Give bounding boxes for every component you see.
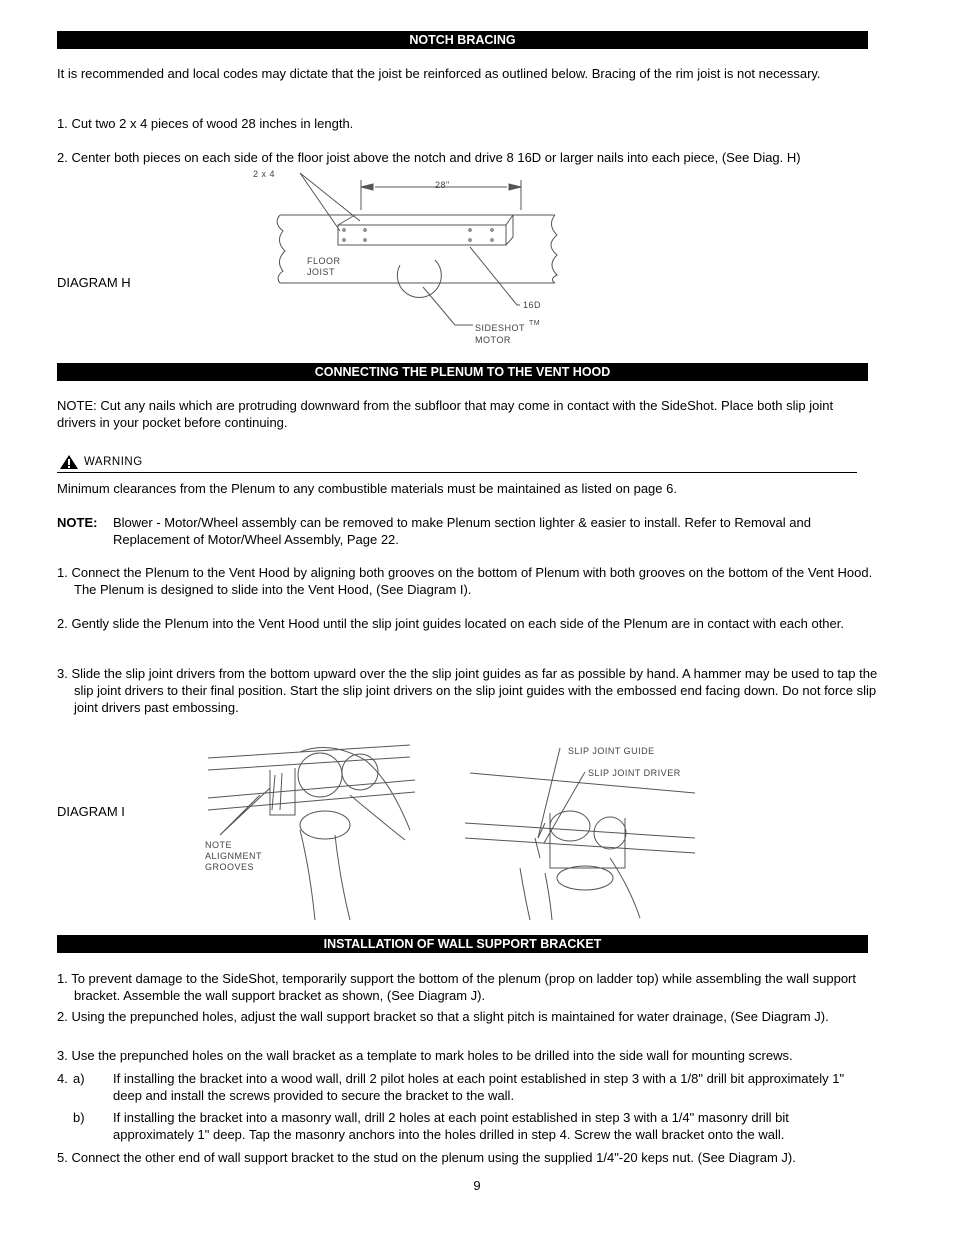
page-number: 9 [473, 1178, 481, 1193]
bracket-step-2: 2. Using the prepunched holes, adjust the wall support bracket so that a slight pitch is maintained for water drainage, (See Diagram J). [57, 1009, 829, 1024]
bracket-step-4a [57, 1070, 869, 1104]
section-header-notch-bracing: NOTCH BRACING [57, 31, 868, 49]
label-joist: JOIST [307, 267, 336, 277]
label-alignment: ALIGNMENT [205, 851, 263, 861]
clearance-text: Minimum clearances from the Plenum to any combustible materials must be maintained as listed on page 6. [57, 481, 677, 496]
label-slip-joint-driver: SLIP JOINT DRIVER [588, 768, 681, 778]
step-4-number: 4. [57, 1071, 68, 1086]
note-text: Blower - Motor/Wheel assembly can be removed to make Plenum section lighter & easier to install. Refer to Removal and Replacement of Motor/Wheel Assembly, Page 22. [113, 515, 811, 547]
label-motor: MOTOR [475, 335, 511, 345]
bracket-step-1: 1. To prevent damage to the SideShot, temporarily support the bottom of the plenum (prop on ladder top) while assembling the wall support bracket. Assemble the wall support bracket as shown, (See Diagram J). [57, 971, 856, 1003]
warning-icon [59, 454, 79, 470]
notch-intro: It is recommended and local codes may dictate that the joist be reinforced as outlined below. Bracing of the rim joist is not necessary. [57, 66, 821, 81]
section-header-plenum: CONNECTING THE PLENUM TO THE VENT HOOD [57, 363, 868, 381]
label-grooves: GROOVES [205, 862, 255, 872]
diagram-i-label: DIAGRAM I [57, 804, 125, 819]
warning-row [57, 455, 857, 473]
bracket-step-5: 5. Connect the other end of wall support bracket to the stud on the plenum using the supplied 1/4"-20 keps nut. (See Diagram J). [57, 1150, 796, 1165]
bracket-step-4b [57, 1109, 869, 1143]
step-4a-text: If installing the bracket into a wood wall, drill 2 pilot holes at each point established in step 3 with a 1/8" drill bit approximately 1" deep and install the screws provided to secure the bracket to the wall. [113, 1071, 845, 1103]
plenum-cut-note: NOTE: Cut any nails which are protruding downward from the subfloor that may come in contact with the SideShot. Place both slip joint drivers in your pocket before continuing. [57, 398, 834, 430]
section-header-wall-bracket: INSTALLATION OF WALL SUPPORT BRACKET [57, 935, 868, 953]
diagram-i-right [460, 738, 700, 923]
step-4a-mark: a) [73, 1071, 85, 1086]
note-key: NOTE: [57, 515, 98, 530]
bracket-step-3: 3. Use the prepunched holes on the wall bracket as a template to mark holes to be drilled into the side wall for mounting screws. [57, 1048, 793, 1063]
notch-step-1: 1. Cut two 2 x 4 pieces of wood 28 inches in length. [57, 116, 354, 131]
diagram-i-left [200, 740, 425, 925]
label-tm: TM [529, 320, 541, 327]
diagram-h [245, 165, 575, 350]
plenum-step-3: 3. Slide the slip joint drivers from the bottom upward over the the slip joint guides as far as possible by hand. A hammer may be used to tap the slip joint drivers to their final position. Start the slip joint drivers on the slip joint guides with the embossed end facing down. Do not force slip joint drivers past embossing. [57, 666, 878, 715]
blower-note [57, 514, 869, 548]
label-floor: FLOOR [307, 256, 341, 266]
label-16d: 16D [523, 300, 542, 310]
label-slip-joint-guide: SLIP JOINT GUIDE [568, 746, 655, 756]
step-4b-text: If installing the bracket into a masonry wall, drill 2 holes at each point established in step 3 with a 1/4" masonry drill bit approximately 1" deep. Tap the masonry anchors into the holes drilled in step 4. Screw the wall bracket onto the wall. [113, 1110, 789, 1142]
label-28-inch: 28" [435, 180, 450, 190]
diagram-h-label: DIAGRAM H [57, 275, 131, 290]
label-2x4: 2 x 4 [253, 169, 276, 179]
label-note: NOTE [205, 840, 233, 850]
plenum-step-1: 1. Connect the Plenum to the Vent Hood by aligning both grooves on the bottom of Plenum with both grooves on the bottom of the Vent Hood. The Plenum is designed to slide into the Vent Hood, (See Diagram I). [57, 565, 873, 597]
step-4b-mark: b) [73, 1110, 85, 1125]
warning-label: WARNING [84, 456, 143, 468]
notch-step-2: 2. Center both pieces on each side of the floor joist above the notch and drive 8 16D or larger nails into each piece, (See Diag. H) [57, 150, 801, 165]
label-sideshot: SIDESHOT [475, 323, 526, 333]
plenum-step-2: 2. Gently slide the Plenum into the Vent Hood until the slip joint guides located on each side of the Plenum are in contact with each other. [57, 616, 844, 631]
